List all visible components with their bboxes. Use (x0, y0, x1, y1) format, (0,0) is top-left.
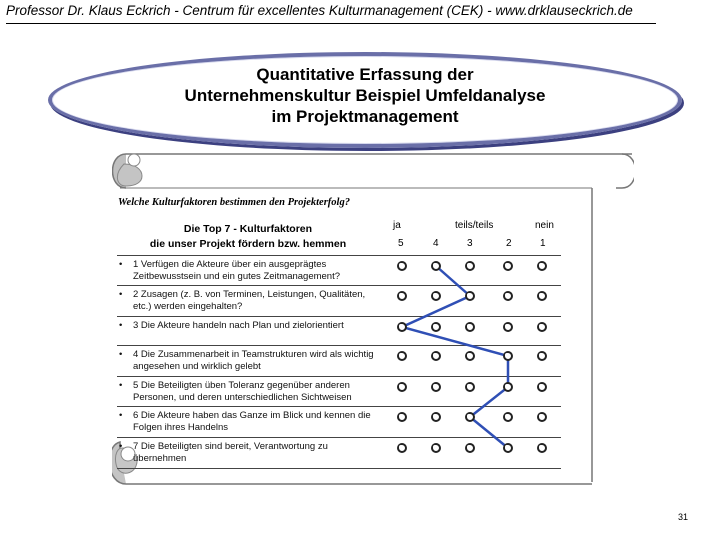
page-number: 31 (677, 512, 688, 522)
rating-radio-5[interactable] (397, 382, 407, 392)
rating-radio-1[interactable] (537, 382, 547, 392)
title-line-2: Unternehmenskultur Beispiel Umfeldanalyse (184, 86, 546, 105)
rating-radio-2[interactable] (503, 351, 513, 361)
rating-radio-2[interactable] (503, 382, 513, 392)
rating-radio-4[interactable] (431, 443, 441, 453)
row-bullet: • (119, 349, 123, 360)
rating-radio-5[interactable] (397, 291, 407, 301)
rating-radio-3[interactable] (465, 261, 475, 271)
rating-radio-2[interactable] (503, 412, 513, 422)
scale-value-1: 1 (540, 238, 546, 249)
row-bullet: • (119, 259, 123, 270)
row-label: 7 Die Beteiligten sind bereit, Verantwortung zu übernehmen (133, 441, 328, 464)
rating-radio-5[interactable] (397, 351, 407, 361)
rating-radio-4[interactable] (431, 412, 441, 422)
row-label: 1 Verfügen die Akteure über ein ausgeprägtes Zeitbewusstsein und ein gutes Zeitmanagement? (133, 259, 341, 282)
profile-line (402, 266, 508, 448)
row-label: 3 Die Akteure handeln nach Plan und zielorientiert (133, 320, 344, 331)
scale-value-5: 5 (398, 238, 404, 249)
rating-radio-3[interactable] (465, 412, 475, 422)
rating-radio-1[interactable] (537, 261, 547, 271)
row-bullet: • (119, 320, 123, 331)
rating-radio-1[interactable] (537, 412, 547, 422)
header-text: Professor Dr. Klaus Eckrich - Centrum für excellentes Kulturmanagement (CEK) - www.drklauseckrich.de (6, 3, 633, 18)
scale-value-3: 3 (467, 238, 473, 249)
title-line-3: im Projektmanagement (271, 107, 459, 126)
row-bullet: • (119, 289, 123, 300)
rating-radio-1[interactable] (537, 351, 547, 361)
rating-radio-3[interactable] (465, 382, 475, 392)
row-bullet: • (119, 441, 123, 452)
rating-radio-5[interactable] (397, 261, 407, 271)
table-title: Die Top 7 - Kulturfaktoren (183, 223, 313, 235)
rating-radio-1[interactable] (537, 291, 547, 301)
survey-question: Welche Kulturfaktoren bestimmen den Projekterfolg? (118, 197, 350, 208)
rating-radio-3[interactable] (465, 322, 475, 332)
rating-radio-5[interactable] (397, 443, 407, 453)
rating-radio-4[interactable] (431, 322, 441, 332)
rating-radio-4[interactable] (431, 382, 441, 392)
rating-radio-3[interactable] (465, 351, 475, 361)
scale-label-ja: ja (393, 220, 401, 231)
rating-radio-5[interactable] (397, 412, 407, 422)
scale-label-nein: nein (535, 220, 554, 231)
scale-value-2: 2 (506, 238, 512, 249)
rating-radio-3[interactable] (465, 291, 475, 301)
row-bullet: • (119, 380, 123, 391)
rating-radio-4[interactable] (431, 291, 441, 301)
rating-radio-4[interactable] (431, 351, 441, 361)
rating-radio-4[interactable] (431, 261, 441, 271)
rating-radio-3[interactable] (465, 443, 475, 453)
row-label: 4 Die Zusammenarbeit in Teamstrukturen wird als wichtig angesehen und wirklich gelebt (133, 349, 374, 372)
rating-radio-5[interactable] (397, 322, 407, 332)
rating-radio-2[interactable] (503, 322, 513, 332)
row-bullet: • (119, 410, 123, 421)
scale-label-teilsteils: teils/teils (455, 220, 494, 231)
row-label: 5 Die Beteiligten üben Toleranz gegenüber anderen Personen, und deren unterschiedlichen Sichtweisen (133, 380, 352, 403)
scale-value-4: 4 (433, 238, 439, 249)
row-label: 2 Zusagen (z. B. von Terminen, Leistungen, Qualitäten, etc.) werden eingehalten? (133, 289, 366, 312)
rating-radio-1[interactable] (537, 443, 547, 453)
rating-radio-2[interactable] (503, 291, 513, 301)
rating-radio-2[interactable] (503, 261, 513, 271)
rating-radio-2[interactable] (503, 443, 513, 453)
row-label: 6 Die Akteure haben das Ganze im Blick und kennen die Folgen ihres Handelns (133, 410, 371, 433)
table-subtitle: die unser Projekt fördern bzw. hemmen (149, 238, 347, 250)
title-line-1: Quantitative Erfassung der (256, 65, 474, 84)
rating-radio-1[interactable] (537, 322, 547, 332)
